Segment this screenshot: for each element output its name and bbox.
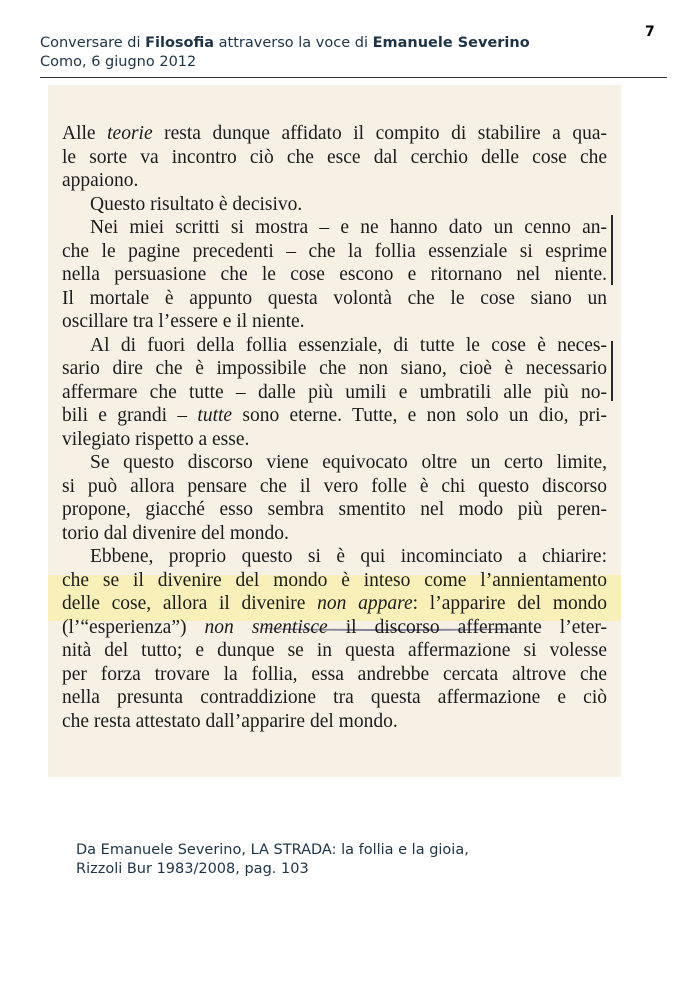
- text-line: si può allora pensare che il vero folle è chi questo discorso: [62, 475, 607, 497]
- page-number: 7: [645, 24, 655, 40]
- header-title: Conversare di Filosofia attraverso la voce di Emanuele Severino: [40, 35, 530, 51]
- text-line: sario dire che è impossibile che non siano, cioè è necessario: [62, 358, 607, 379]
- text-line: torio dal divenire del mondo.: [62, 522, 289, 544]
- text-line: Ebbene, proprio questo si è qui incominciato a chiarire:: [90, 546, 607, 567]
- text-line: delle cose, allora il divenire non appare: l’apparire del mondo: [62, 593, 607, 614]
- text-line: nella persuasione che le cose escono e ritornano nel niente.: [62, 264, 607, 285]
- text-line: oscillare tra l’essere e il niente.: [62, 311, 305, 332]
- paragraph: [62, 216, 607, 334]
- text-line: Il mortale è appunto questa volontà che le cose siano un: [62, 287, 607, 309]
- text-line: per forza trovare la follia, essa andrebbe cercata altrove che: [62, 663, 607, 685]
- book-text: [62, 122, 607, 733]
- text-line: Se questo discorso viene equivocato oltre un certo limite,: [90, 452, 607, 473]
- document-header: [40, 34, 640, 72]
- text-line: bili e grandi – tutte sono eterne. Tutte, e non solo un dio, pri-: [62, 405, 607, 426]
- source-caption: [76, 841, 469, 879]
- text-line: vilegiato rispetto a esse.: [62, 428, 250, 450]
- text-line: propone, giacché esso sembra smentito nel modo più peren-: [62, 499, 607, 520]
- text-line: Nei miei scritti si mostra – e ne hanno dato un cenno an-: [90, 217, 607, 238]
- text-line: Questo risultato è decisivo.: [90, 193, 303, 215]
- text-line: che resta attestato dall’apparire del mondo.: [62, 710, 398, 732]
- paragraph: [62, 451, 607, 545]
- header-subject: Filosofia: [145, 35, 215, 51]
- header-author: Emanuele Severino: [372, 35, 530, 51]
- text-line: Al di fuori della follia essenziale, di tutte le cose è neces-: [90, 334, 607, 356]
- caption-line: Rizzoli Bur 1983/2008, pag. 103: [76, 861, 309, 877]
- text-line: Alle teorie resta dunque affidato il compito di stabilire a qua-: [62, 123, 607, 144]
- text-line: affermare che tutte – dalle più umili e umbratili alle più no-: [62, 381, 607, 403]
- text-line: che se il divenire del mondo è inteso come l’annientamento: [62, 569, 607, 591]
- scanned-book-page: [48, 85, 621, 777]
- text-line: nella presunta contraddizione tra questa affermazione e ciò: [62, 687, 607, 708]
- paragraph: [62, 122, 607, 193]
- paragraph: [62, 193, 607, 217]
- text-line: che le pagine precedenti – che la follia essenziale si esprime: [62, 240, 607, 262]
- text-line: appaiono.: [62, 170, 139, 191]
- caption-line: Da Emanuele Severino, LA STRADA: la follia e la gioia,: [76, 842, 469, 858]
- paragraph: [62, 334, 607, 452]
- header-divider: [40, 77, 667, 78]
- margin-mark: [611, 215, 613, 285]
- margin-mark: [611, 341, 613, 401]
- text-line: le sorte va incontro ciò che esce dal cerchio delle cose che: [62, 146, 607, 168]
- paragraph: [62, 545, 607, 733]
- text-line: nità del tutto; e dunque se in questa affermazione si volesse: [62, 640, 607, 661]
- header-date: Como, 6 giugno 2012: [40, 54, 197, 70]
- text-line: (l’“esperienza”) non smentisce il discorso affermante l’eter-: [62, 616, 608, 638]
